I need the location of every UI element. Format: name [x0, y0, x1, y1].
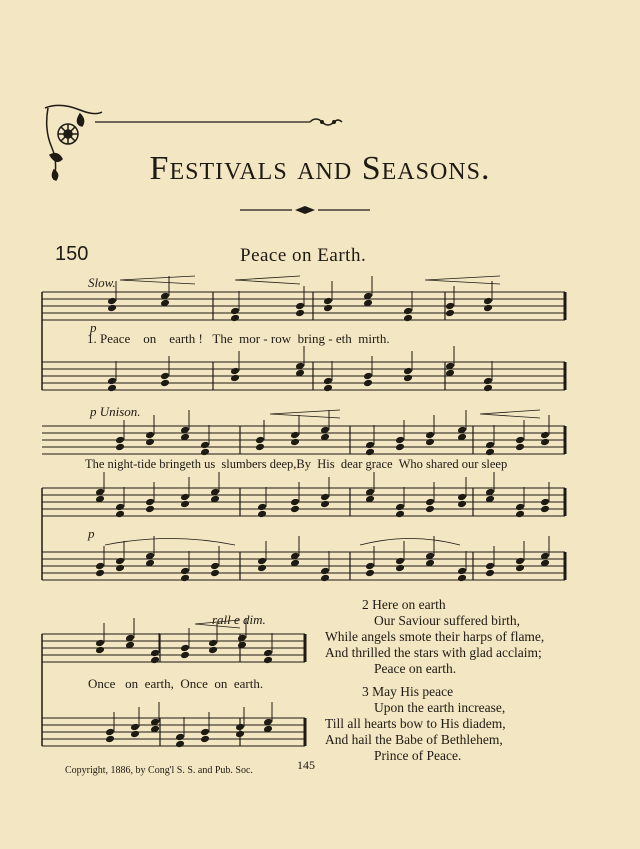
note-head — [457, 500, 467, 509]
tempo-mark: Slow. — [88, 275, 116, 290]
note-head — [485, 448, 495, 457]
page-number: 145 — [297, 758, 315, 772]
note-head — [403, 314, 413, 323]
lyrics-line-2: The night-tide bringeth us slumbers deep,By His dear grace Who shared our sleep — [85, 457, 508, 471]
note-head — [295, 302, 305, 311]
note-head — [235, 730, 245, 739]
note-head — [95, 562, 105, 571]
note-head — [230, 367, 240, 376]
note-head — [485, 562, 495, 571]
note-head — [395, 503, 405, 512]
note-head — [515, 436, 525, 445]
note-head — [115, 557, 125, 566]
note-head — [180, 567, 190, 576]
note-head — [483, 384, 493, 393]
note-head — [115, 436, 125, 445]
note-head — [403, 367, 413, 376]
note-head — [210, 569, 220, 578]
note-head — [145, 505, 155, 514]
unison-mark: p Unison. — [90, 404, 141, 419]
note-head — [515, 443, 525, 452]
note-head — [200, 735, 210, 744]
note-head — [150, 656, 160, 665]
note-head — [540, 498, 550, 507]
note-head — [290, 431, 300, 440]
note-head — [403, 374, 413, 383]
note-head — [115, 503, 125, 512]
note-head — [515, 564, 525, 573]
note-head — [395, 436, 405, 445]
note-head — [425, 498, 435, 507]
note-head — [257, 503, 267, 512]
dynamic-mark: p — [90, 320, 97, 335]
note-head — [105, 735, 115, 744]
note-head — [257, 564, 267, 573]
note-head — [257, 557, 267, 566]
note-head — [363, 379, 373, 388]
note-head — [115, 510, 125, 519]
note-head — [180, 651, 190, 660]
note-head — [95, 639, 105, 648]
note-head — [365, 562, 375, 571]
note-head — [365, 441, 375, 450]
note-head — [208, 639, 218, 648]
verse-line: Peace on earth. — [374, 661, 457, 676]
hairpin — [235, 276, 300, 284]
note-head — [105, 728, 115, 737]
note-head — [403, 307, 413, 316]
slur — [360, 539, 460, 546]
note-head — [107, 304, 117, 313]
verse-3 — [325, 684, 506, 764]
note-head — [457, 567, 467, 576]
note-head — [365, 448, 375, 457]
note-head — [200, 728, 210, 737]
note-head — [255, 436, 265, 445]
note-head — [363, 372, 373, 381]
note-head — [445, 309, 455, 318]
note-head — [130, 730, 140, 739]
note-head — [180, 500, 190, 509]
note-head — [515, 510, 525, 519]
note-head — [115, 564, 125, 573]
verse-line: Our Saviour suffered birth, — [374, 613, 520, 628]
note-head — [180, 493, 190, 502]
note-head — [515, 503, 525, 512]
copyright-notice: Copyright, 1886, by Cong'l S. S. and Pub. Soc. — [65, 765, 253, 776]
note-head — [320, 493, 330, 502]
note-head — [323, 297, 333, 306]
note-head — [130, 723, 140, 732]
note-head — [290, 498, 300, 507]
note-head — [145, 498, 155, 507]
note-head — [145, 438, 155, 447]
note-head — [425, 431, 435, 440]
note-head — [208, 646, 218, 655]
note-head — [210, 562, 220, 571]
note-head — [483, 304, 493, 313]
note-head — [200, 441, 210, 450]
section-title: Festivals and Seasons. — [149, 150, 491, 187]
verse-line: And hail the Babe of Bethlehem, — [325, 732, 503, 747]
note-head — [290, 505, 300, 514]
note-head — [425, 505, 435, 514]
note-head — [235, 723, 245, 732]
note-head — [95, 646, 105, 655]
note-head — [175, 740, 185, 749]
note-head — [483, 297, 493, 306]
note-head — [230, 307, 240, 316]
note-head — [485, 441, 495, 450]
verse-line: Upon the earth increase, — [374, 700, 506, 715]
note-head — [95, 569, 105, 578]
hairpin — [120, 276, 195, 284]
lyrics-line-3: Once on earth, Once on earth. — [88, 676, 264, 691]
verse-2 — [325, 597, 544, 677]
hymn-number: 150 — [55, 243, 89, 265]
verse-line: Prince of Peace. — [374, 748, 462, 763]
note-head — [540, 505, 550, 514]
verse-line: 3 May His peace — [362, 684, 454, 699]
note-head — [323, 304, 333, 313]
note-head — [257, 510, 267, 519]
note-head — [107, 377, 117, 386]
note-head — [320, 500, 330, 509]
note-head — [395, 564, 405, 573]
note-head — [540, 431, 550, 440]
note-head — [200, 448, 210, 457]
note-head — [107, 384, 117, 393]
hairpin — [425, 276, 500, 284]
note-head — [540, 438, 550, 447]
note-head — [395, 557, 405, 566]
note-head — [160, 372, 170, 381]
note-head — [483, 377, 493, 386]
note-head — [263, 649, 273, 658]
note-head — [255, 443, 265, 452]
hymn-title: Peace on Earth. — [240, 245, 367, 266]
note-head — [107, 297, 117, 306]
note-head — [230, 374, 240, 383]
note-head — [323, 384, 333, 393]
note-head — [365, 569, 375, 578]
verse-line: And thrilled the stars with glad acclaim; — [325, 645, 542, 660]
note-head — [515, 557, 525, 566]
note-head — [485, 569, 495, 578]
note-head — [180, 574, 190, 583]
lower-dynamic-mark: p — [88, 526, 95, 541]
note-head — [395, 443, 405, 452]
note-head — [290, 438, 300, 447]
hairpin — [480, 410, 540, 418]
note-head — [263, 656, 273, 665]
note-head — [320, 574, 330, 583]
note-head — [395, 510, 405, 519]
note-head — [295, 309, 305, 318]
note-head — [230, 314, 240, 323]
note-head — [180, 644, 190, 653]
note-head — [457, 574, 467, 583]
note-head — [425, 438, 435, 447]
note-head — [145, 431, 155, 440]
lyrics-line-1: 1. Peace on earth ! The mor - row bring - eth mirth. — [87, 331, 390, 346]
note-head — [457, 493, 467, 502]
note-head — [160, 379, 170, 388]
note-head — [150, 649, 160, 658]
note-head — [323, 377, 333, 386]
note-head — [115, 443, 125, 452]
note-head — [320, 567, 330, 576]
note-head — [445, 302, 455, 311]
verse-line: 2 Here on earth — [362, 597, 446, 612]
rall-mark: rall e dim. — [212, 612, 266, 627]
note-head — [175, 733, 185, 742]
verse-line: While angels smote their harps of flame, — [325, 629, 545, 644]
verse-line: Till all hearts bow to His diadem, — [325, 716, 506, 731]
